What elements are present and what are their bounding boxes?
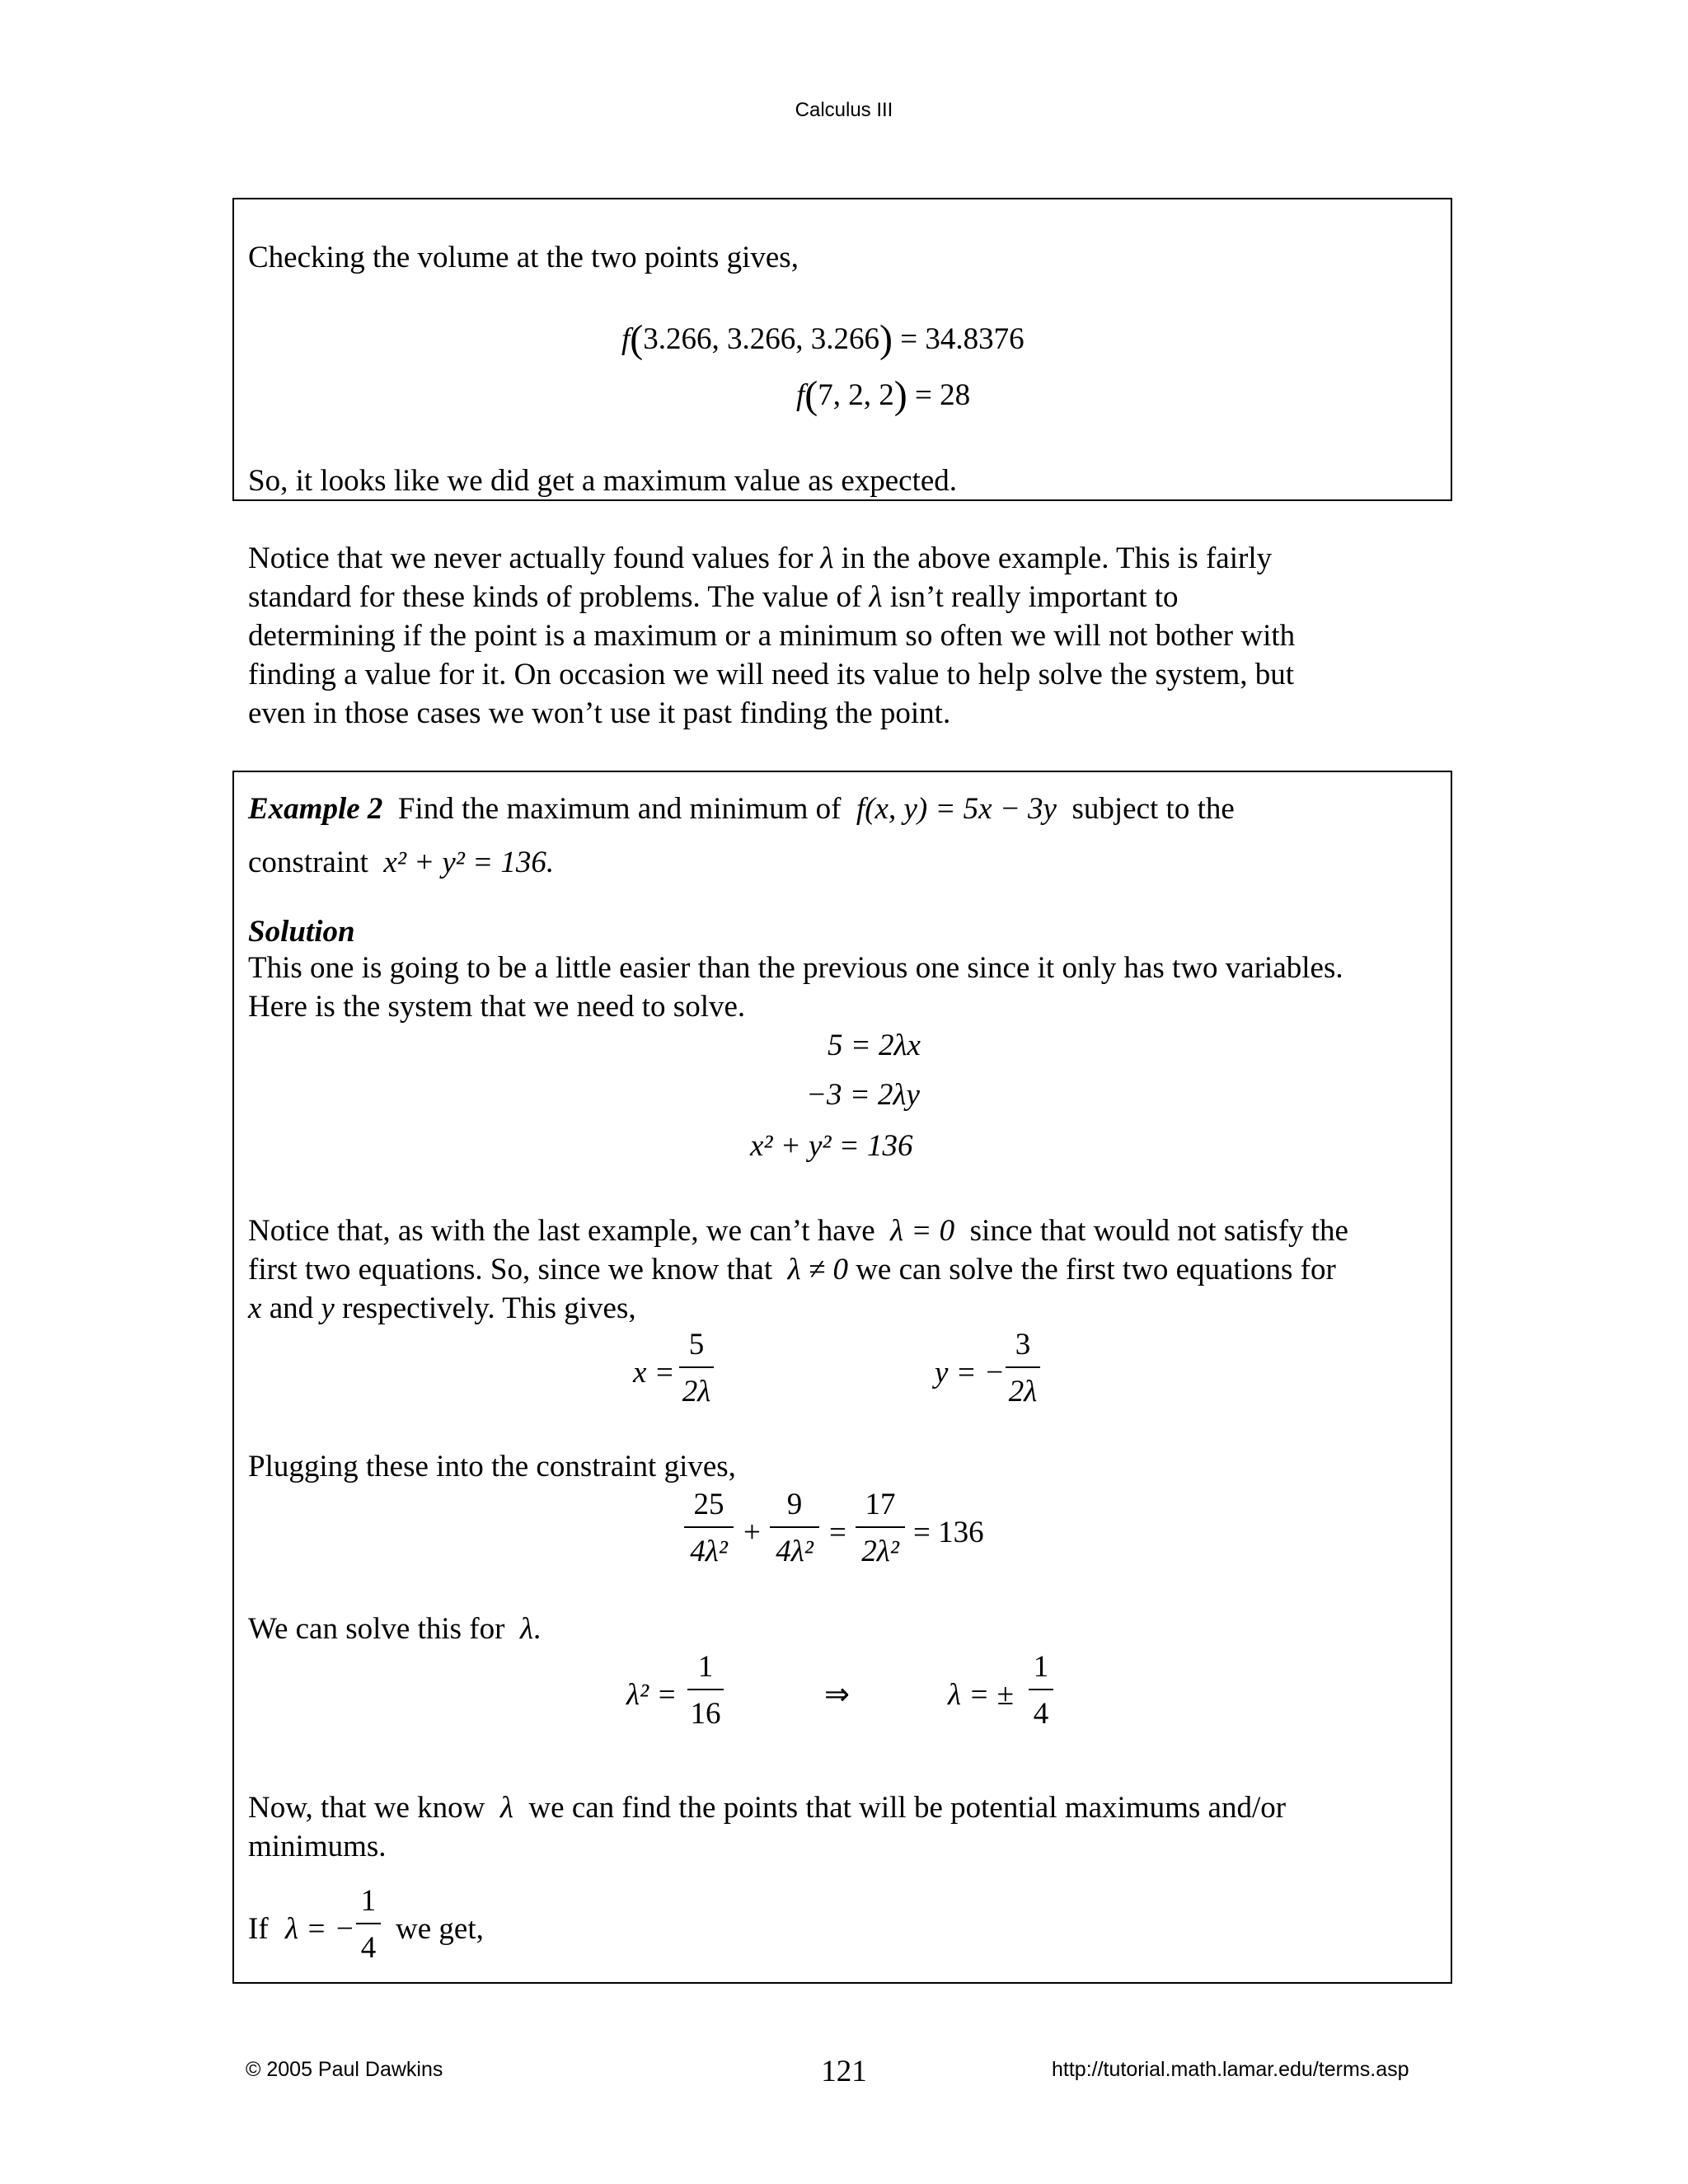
box1-conclusion: So, it looks like we did get a maximum value as expected.: [248, 464, 958, 498]
plug-plus: +: [743, 1516, 761, 1549]
notice-line-3: x and y respectively. This gives,: [248, 1291, 636, 1325]
plug-term-1: 25 4λ²: [684, 1489, 734, 1567]
notice-line-1: Notice that, as with the last example, we can’t have λ = 0 since that would not satisfy the: [248, 1214, 1348, 1248]
system-eq-3: x² + y² = 136: [750, 1129, 913, 1163]
solution-line-1: This one is going to be a little easier than the previous one since it only has two variables.: [248, 951, 1343, 985]
constraint-line: constraint x² + y² = 136.: [248, 846, 555, 879]
plug-term-2: 9 4λ²: [770, 1489, 819, 1567]
y-eq-fraction: 3 2λ: [1006, 1329, 1040, 1407]
page-number: 121: [821, 2055, 867, 2088]
notice-line-2: first two equations. So, since we know that λ ≠ 0 we can solve the first two equations for: [248, 1253, 1336, 1286]
if-text-end: we get,: [396, 1912, 484, 1946]
y-eq-lhs: y = −: [935, 1356, 1005, 1390]
volume-eq-1: f(3.266, 3.266, 3.266) = 34.8376: [621, 317, 1025, 361]
system-eq-1: 5 = 2λx: [828, 1029, 921, 1062]
plugging-line: Plugging these into the constraint gives,: [248, 1450, 736, 1483]
footer-copyright: © 2005 Paul Dawkins: [246, 2058, 443, 2081]
example-2-box: [232, 771, 1452, 1984]
solution-line-2: Here is the system that we need to solve.: [248, 990, 746, 1024]
objective-function: f(x, y) = 5x − 3y: [856, 792, 1057, 826]
if-text: If: [248, 1912, 269, 1946]
x-eq-lhs: x =: [633, 1356, 675, 1390]
box1-intro: Checking the volume at the two points gives,: [248, 241, 799, 274]
system-eq-2: −3 = 2λy: [806, 1078, 920, 1112]
lambda-sq-lhs: λ² =: [626, 1678, 678, 1712]
lambda-sq-fraction: 1 16: [687, 1652, 724, 1729]
plug-equals: =: [829, 1516, 846, 1549]
if-eq-fraction: 1 4: [356, 1886, 381, 1963]
if-eq-lhs: λ = −: [285, 1912, 355, 1946]
running-header: Calculus III: [795, 99, 893, 121]
example-label: Example 2: [248, 792, 383, 826]
continued-solution-box: [232, 198, 1452, 501]
example-statement: Example 2 Find the maximum and minimum of f(x, y) = 5x − 3y subject to the: [248, 792, 1235, 826]
x-eq-fraction: 5 2λ: [679, 1329, 714, 1407]
lambda-val-lhs: λ = ±: [948, 1678, 1014, 1712]
implies-arrow: ⇒: [824, 1678, 851, 1712]
notice-paragraph: Notice that we never actually found values for λ in the above example. This is fairly standard for these kinds of problems. The value of λ isn’t really important to determining if the point is a maximum or a minimum so often we will not bother with finding a value for it. On occasion we will need its value to help solve the system, but even in those cases we won’t use it past finding the point.: [248, 541, 1296, 730]
solution-label: Solution: [248, 915, 355, 949]
lambda-val-fraction: 1 4: [1029, 1652, 1053, 1729]
solve-line: We can solve this for λ.: [248, 1612, 542, 1646]
plug-rhs: = 136: [913, 1516, 984, 1549]
volume-eq-2: f(7, 2, 2) = 28: [796, 373, 971, 417]
now-line-2: minimums.: [248, 1830, 387, 1863]
now-line-1: Now, that we know λ we can find the points that will be potential maximums and/or: [248, 1791, 1287, 1825]
plug-term-3: 17 2λ²: [856, 1489, 905, 1567]
footer-url[interactable]: http://tutorial.math.lamar.edu/terms.asp: [1052, 2058, 1409, 2081]
